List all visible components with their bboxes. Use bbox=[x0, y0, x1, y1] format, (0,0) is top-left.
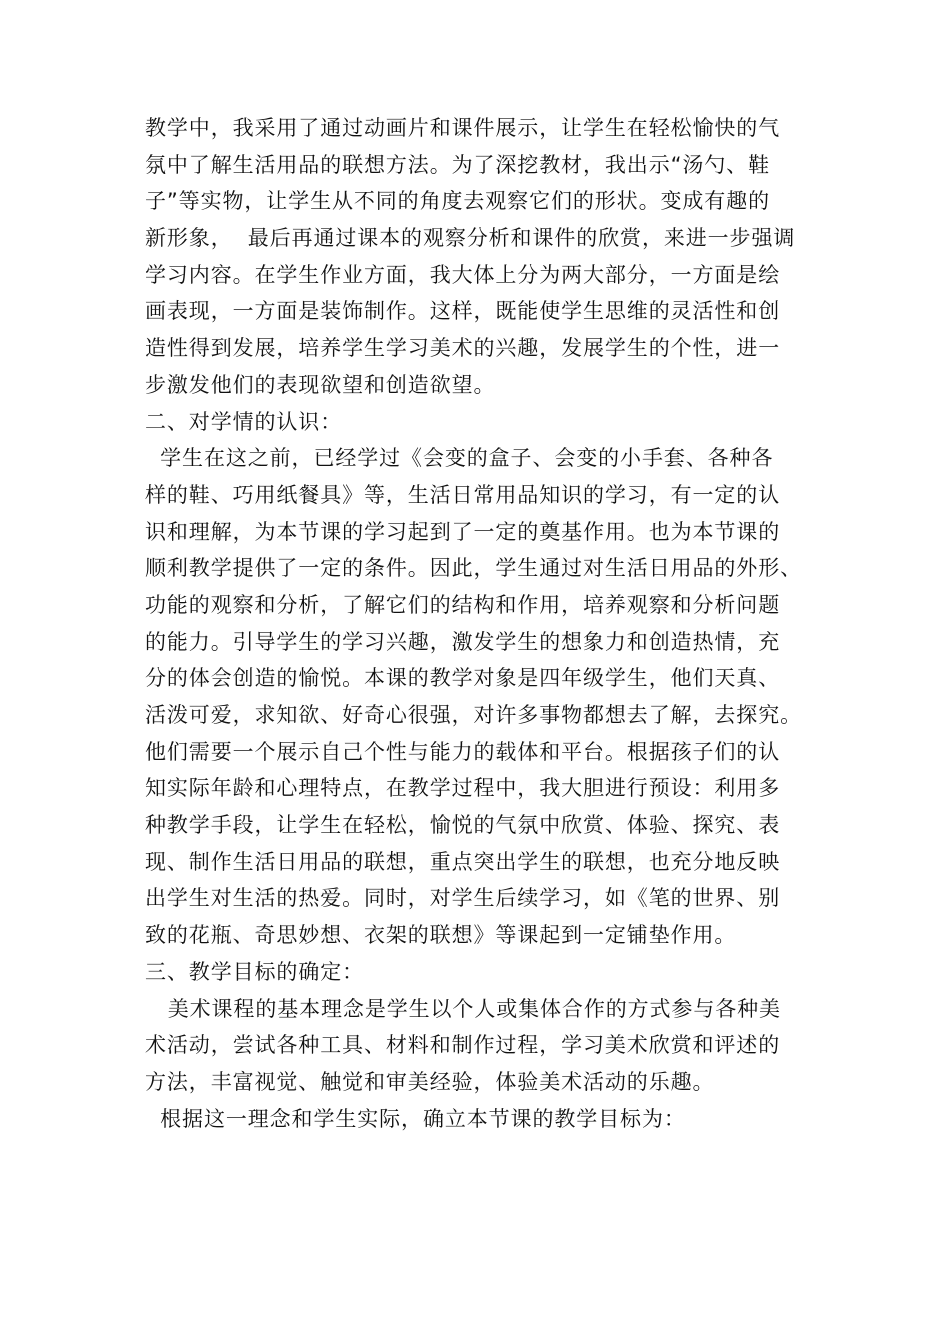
text-line: 现、制作生活日用品的联想，重点突出学生的联想，也充分地反映 bbox=[145, 849, 781, 874]
text-line: 识和理解，为本节课的学习起到了一定的奠基作用。也为本节课的 bbox=[145, 519, 781, 544]
text-line: 术活动，尝试各种工具、材料和制作过程，学习美术欣赏和评述的 bbox=[145, 1033, 781, 1058]
section-heading: 二、对学情的认识： bbox=[145, 409, 343, 434]
text-line: 子”等实物，让学生从不同的角度去观察它们的形状。变成有趣的 bbox=[145, 189, 770, 214]
text-line: 的能力。引导学生的学习兴趣，激发学生的想象力和创造热情，充 bbox=[145, 629, 781, 654]
text-line: 出学生对生活的热爱。同时，对学生后续学习，如《笔的世界、别 bbox=[145, 886, 781, 911]
text-line: 画表现，一方面是装饰制作。这样，既能使学生思维的灵活性和创 bbox=[145, 299, 781, 324]
text-line: 方法，丰富视觉、触觉和审美经验，体验美术活动的乐趣。 bbox=[145, 1069, 715, 1094]
text-line: 学生在这之前，已经学过《会变的盒子、会变的小手套、各种各 bbox=[145, 446, 774, 471]
text-line: 氛中了解生活用品的联想方法。为了深挖教材，我出示“汤勺、鞋 bbox=[145, 152, 770, 177]
text-line: 活泼可爱，求知欲、好奇心很强，对许多事物都想去了解，去探究。 bbox=[145, 703, 802, 727]
text-line: 学习内容。在学生作业方面，我大体上分为两大部分，一方面是绘 bbox=[145, 262, 781, 287]
text-line: 教学中，我采用了通过动画片和课件展示，让学生在轻松愉快的气 bbox=[145, 116, 781, 140]
text-line: 顺利教学提供了一定的条件。因此，学生通过对生活日用品的外形、 bbox=[145, 556, 802, 581]
text-line: 致的花瓶、奇思妙想、衣架的联想》等课起到一定铺垫作用。 bbox=[145, 923, 737, 948]
text-line: 知实际年龄和心理特点，在教学过程中，我大胆进行预设：利用多 bbox=[145, 776, 781, 801]
text-line: 种教学手段，让学生在轻松，愉悦的气氛中欣赏、体验、探究、表 bbox=[145, 813, 781, 838]
text-line: 美术课程的基本理念是学生以个人或集体合作的方式参与各种美 bbox=[145, 996, 781, 1021]
text-line: 样的鞋、巧用纸餐具》等，生活日常用品知识的学习，有一定的认 bbox=[145, 482, 781, 507]
text-line: 步激发他们的表现欲望和创造欲望。 bbox=[145, 372, 496, 397]
text-line: 造性得到发展，培养学生学习美术的兴趣，发展学生的个性，进一 bbox=[145, 336, 781, 361]
text-line: 新形象， 最后再通过课本的观察分析和课件的欣赏，来进一步强调 bbox=[145, 226, 796, 251]
text-line: 根据这一理念和学生实际，确立本节课的教学目标为： bbox=[145, 1106, 686, 1131]
document-body bbox=[145, 110, 810, 1137]
text-line: 功能的观察和分析，了解它们的结构和作用，培养观察和分析问题 bbox=[145, 592, 781, 617]
section-heading: 三、教学目标的确定： bbox=[145, 959, 364, 984]
text-line: 分的体会创造的愉悦。本课的教学对象是四年级学生，他们天真、 bbox=[145, 666, 781, 691]
text-line: 他们需要一个展示自己个性与能力的载体和平台。根据孩子们的认 bbox=[145, 739, 781, 764]
